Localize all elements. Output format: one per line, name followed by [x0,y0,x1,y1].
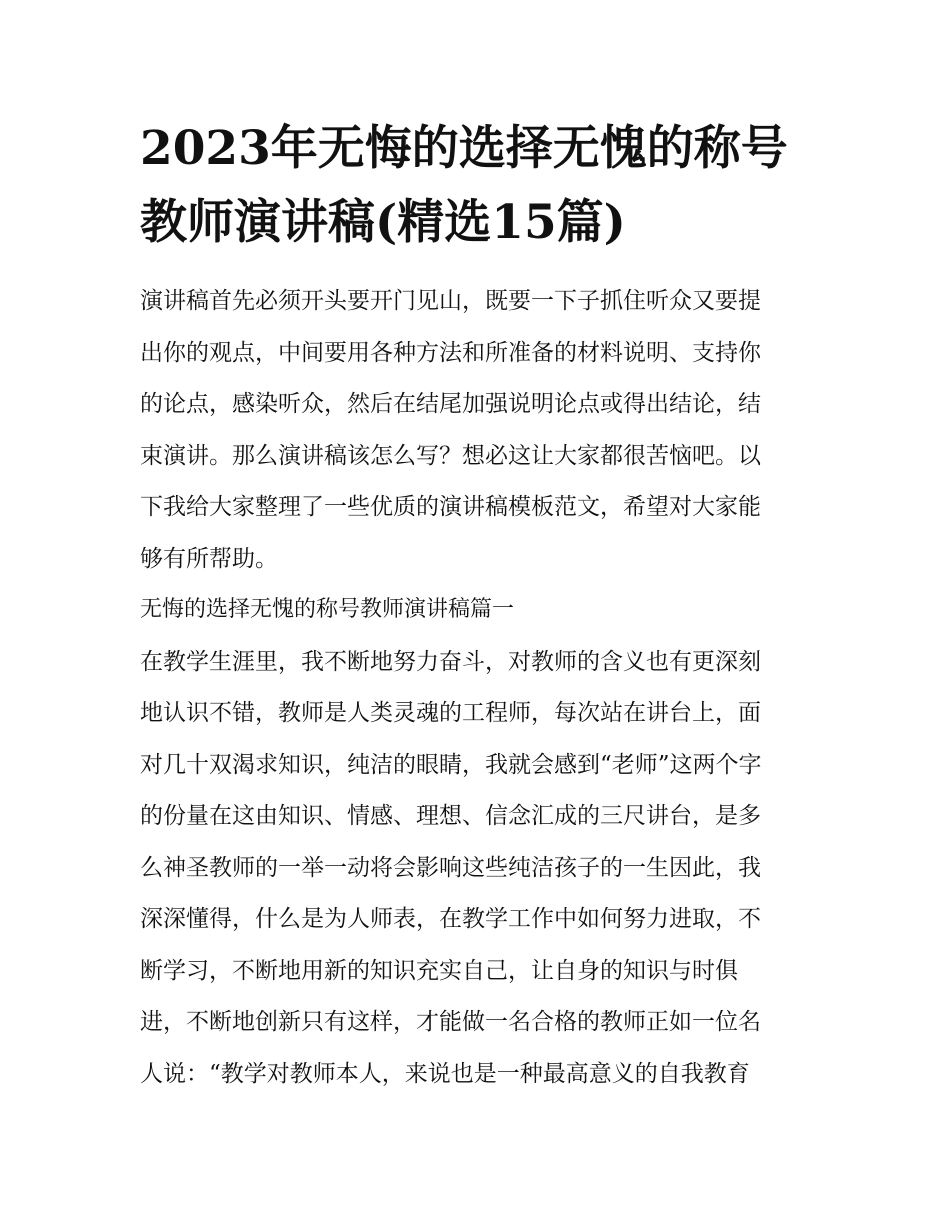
intro-line-2: 出你的观点，中间要用各种方法和所准备的材料说明、支持你 [140,339,761,366]
document-body [140,281,820,1105]
document-title [140,112,820,260]
body-line-5: 么神圣教师的一举一动将会影响这些纯洁孩子的一生因此，我 [140,854,761,881]
body-line-1: 在教学生涯里，我不断地努力奋斗，对教师的含义也有更深刻 [140,648,761,675]
intro-line-3: 的论点，感染听众，然后在结尾加强说明论点或得出结论，结 [140,391,761,417]
section-heading: 无悔的选择无愧的称号教师演讲稿篇一 [140,597,515,622]
body-line-2: 地认识不错，教师是人类灵魂的工程师，每次站在讲台上，面 [140,700,761,726]
intro-line-1: 演讲稿首先必须开头要开门见山，既要一下子抓住听众又要提 [140,288,761,314]
body-line-6: 深深懂得，什么是为人师表，在教学工作中如何努力进取，不 [140,906,761,932]
body-line-3: 对几十双渴求知识，纯洁的眼睛，我就会感到“老师”这两个字 [140,751,762,778]
body-line-7: 断学习，不断地用新的知识充实自己，让自身的知识与时俱 [140,957,738,984]
body-line-4: 的份量在这由知识、情感、理想、信念汇成的三尺讲台，是多 [140,803,761,829]
intro-line-5: 下我给大家整理了一些优质的演讲稿模板范文，希望对大家能 [140,494,761,520]
body-line-9: 人说：“教学对教师本人，来说也是一种最高意义的自我教育 [140,1060,750,1087]
title-line-2: 教师演讲稿(精选15篇) [140,195,626,250]
body-line-8: 进，不断地创新只有这样，才能做一名合格的教师正如一位名 [140,1009,761,1035]
intro-line-4: 束演讲。那么演讲稿该怎么写？想必这让大家都很苦恼吧。以 [140,442,761,469]
intro-line-6: 够有所帮助。 [140,545,278,572]
title-line-1: 2023年无悔的选择无愧的称号 [140,121,788,176]
